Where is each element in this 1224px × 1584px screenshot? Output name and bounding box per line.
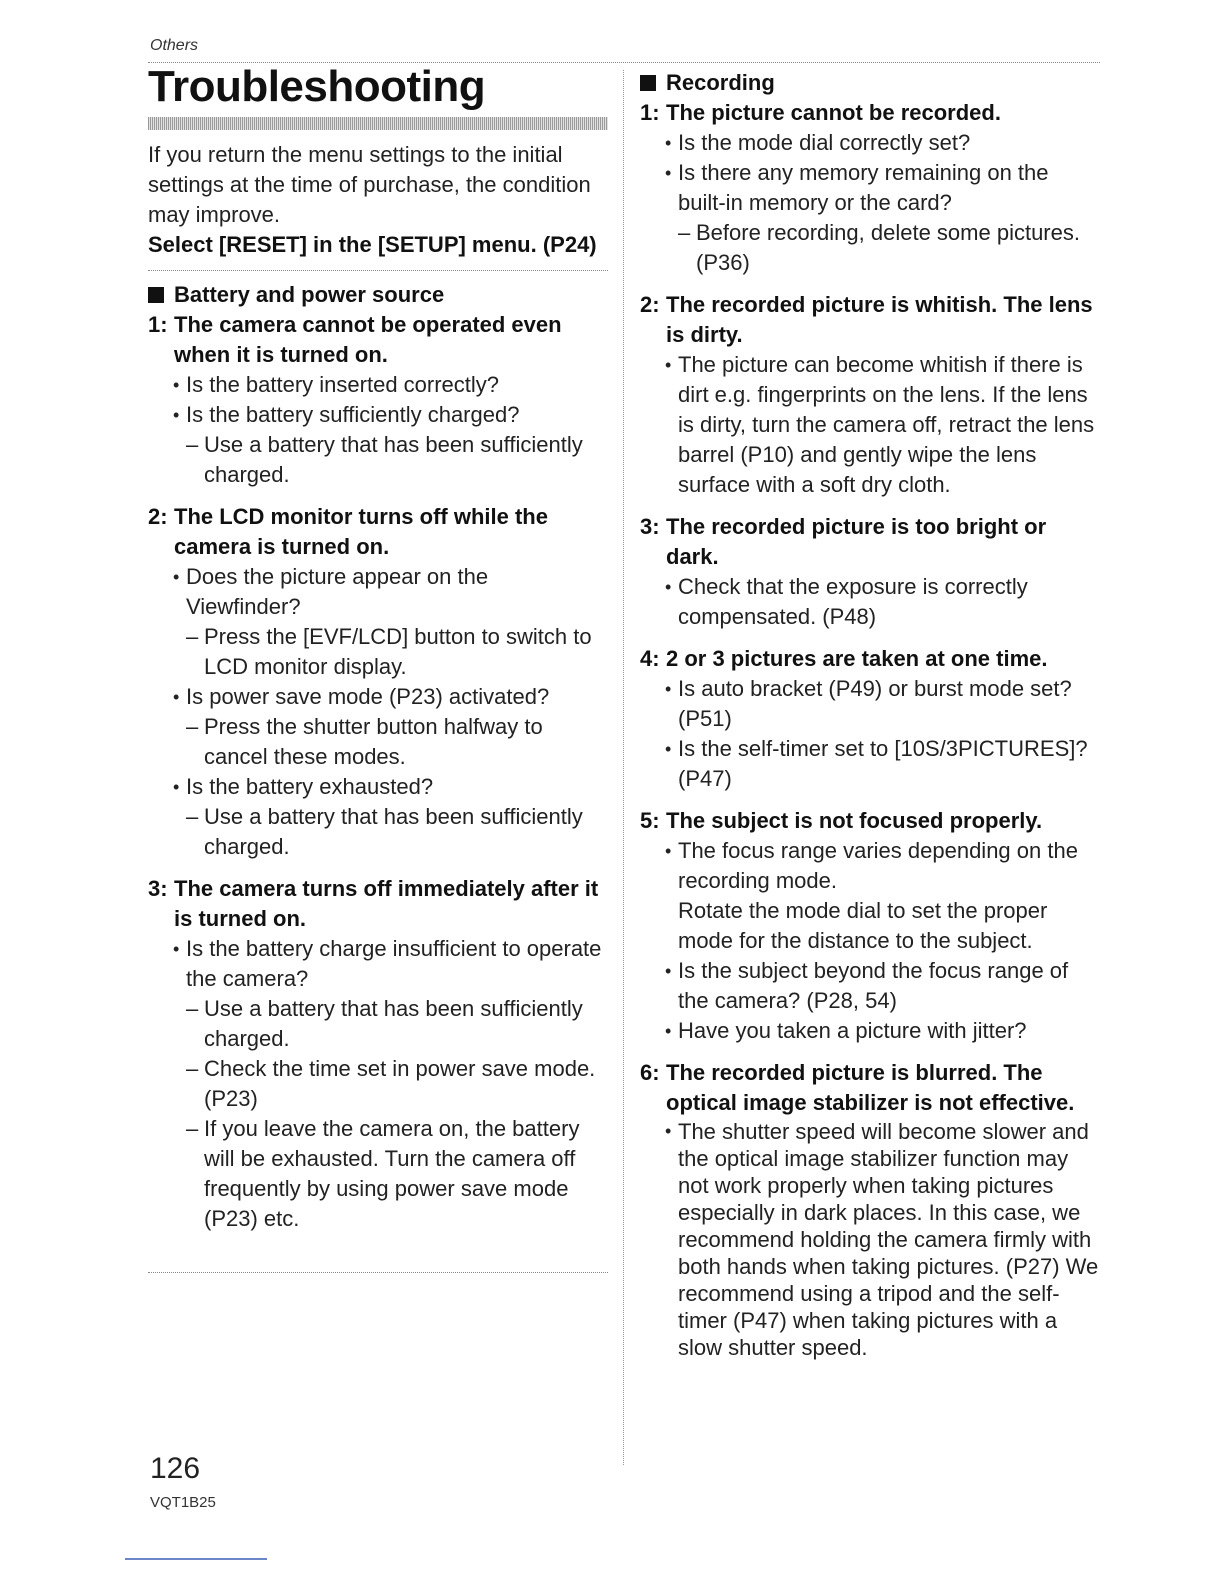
list-item: • Is the battery charge insufficient to operate the camera? [148, 934, 608, 994]
question-title: 2 or 3 pictures are taken at one time. [666, 646, 1048, 671]
list-item: • Is the subject beyond the focus range of the camera? (P28, 54) [640, 956, 1100, 1016]
list-item-continuation: Rotate the mode dial to set the proper mode for the distance to the subject. [678, 898, 1048, 953]
list-subitem: – Use a battery that has been sufficiently charged. [148, 994, 608, 1054]
recording-heading-text: Recording [666, 70, 775, 95]
list-subitem: – Check the time set in power save mode. (P23) [148, 1054, 608, 1114]
question-title: The picture cannot be recorded. [666, 100, 1001, 125]
list-subitem: – Use a battery that has been sufficiently charged. [148, 430, 608, 490]
list-item: • Check that the exposure is correctly compensated. (P48) [640, 572, 1100, 632]
list-item: • Is power save mode (P23) activated? [148, 682, 608, 712]
list-item: • Is the battery inserted correctly? [148, 370, 608, 400]
question-title: The subject is not focused properly. [666, 808, 1043, 833]
question-title: The recorded picture is whitish. The lens is dirty. [666, 292, 1093, 347]
question-number: 6: [640, 1060, 660, 1085]
left-end-rule [148, 1272, 608, 1273]
question-number: 5: [640, 808, 660, 833]
list-item: • The picture can become whitish if there is dirt e.g. fingerprints on the lens. If the lens is dirty, turn the camera off, retract the lens barrel (P10) and gently wipe the lens surface with a soft dry cloth. [640, 350, 1100, 500]
square-bullet-icon [640, 75, 656, 91]
recording-question-4 [640, 644, 1100, 674]
list-item: • Is the battery exhausted? [148, 772, 608, 802]
list-subitem: – Press the shutter button halfway to cancel these modes. [148, 712, 608, 772]
battery-question-2 [148, 502, 608, 562]
battery-question-3 [148, 874, 608, 934]
question-title: The recorded picture is too bright or dark. [666, 514, 1047, 569]
question-number: 4: [640, 646, 660, 671]
left-column [148, 140, 608, 1234]
question-title: The camera turns off immediately after it is turned on. [174, 876, 599, 931]
list-subitem: – Use a battery that has been sufficiently charged. [148, 802, 608, 862]
column-divider [623, 70, 624, 1465]
battery-heading-text: Battery and power source [174, 282, 445, 307]
right-column [640, 68, 1100, 1361]
list-item: • The focus range varies depending on the recording mode. [640, 836, 1100, 896]
document-code: VQT1B25 [150, 1494, 216, 1511]
recording-question-6 [640, 1058, 1100, 1118]
section-label: Others [150, 37, 199, 54]
question-number: 1: [148, 312, 168, 337]
question-number: 2: [148, 504, 168, 529]
list-item: • Is there any memory remaining on the built-in memory or the card? [640, 158, 1100, 218]
recording-question-3 [640, 512, 1100, 572]
page-number: 126 [150, 1452, 201, 1485]
title-underline [148, 117, 608, 130]
battery-heading [148, 280, 608, 310]
list-item: • Is the self-timer set to [10S/3PICTURES]? (P47) [640, 734, 1100, 794]
list-item: • Does the picture appear on the Viewfinder? [148, 562, 608, 622]
list-subitem: – If you leave the camera on, the battery will be exhausted. Turn the camera off frequently by using power save mode (P23) etc. [148, 1114, 608, 1234]
intro-instruction: Select [RESET] in the [SETUP] menu. (P24) [148, 232, 597, 257]
intro-text: If you return the menu settings to the initial settings at the time of purchase, the condition may improve. [148, 142, 591, 227]
battery-question-1 [148, 310, 608, 370]
list-subitem: – Before recording, delete some pictures. (P36) [640, 218, 1100, 278]
question-title: The LCD monitor turns off while the camera is turned on. [174, 504, 548, 559]
question-title: The recorded picture is blurred. The optical image stabilizer is not effective. [666, 1060, 1075, 1115]
list-item: • The shutter speed will become slower and the optical image stabilizer function may not work properly when taking pictures especially in dark places. In this case, we recommend holding the camera firmly with both hands when taking pictures. (P27) We recommend using a tripod and the self-timer (P47) when taking pictures with a slow shutter speed. [640, 1118, 1100, 1361]
question-number: 3: [640, 514, 660, 539]
question-title: The camera cannot be operated even when it is turned on. [174, 312, 562, 367]
list-item: • Have you taken a picture with jitter? [640, 1016, 1100, 1046]
recording-heading [640, 68, 1100, 98]
question-number: 3: [148, 876, 168, 901]
list-item: • Is the battery sufficiently charged? [148, 400, 608, 430]
footer-link-line [125, 1558, 267, 1560]
square-bullet-icon [148, 287, 164, 303]
intro-rule [148, 270, 608, 271]
list-subitem: – Press the [EVF/LCD] button to switch to LCD monitor display. [148, 622, 608, 682]
list-item: • Is the mode dial correctly set? [640, 128, 1100, 158]
list-item: • Is auto bracket (P49) or burst mode set? (P51) [640, 674, 1100, 734]
recording-question-2 [640, 290, 1100, 350]
question-number: 1: [640, 100, 660, 125]
recording-question-5 [640, 806, 1100, 836]
question-number: 2: [640, 292, 660, 317]
recording-question-1 [640, 98, 1100, 128]
page-title: Troubleshooting [148, 62, 486, 111]
